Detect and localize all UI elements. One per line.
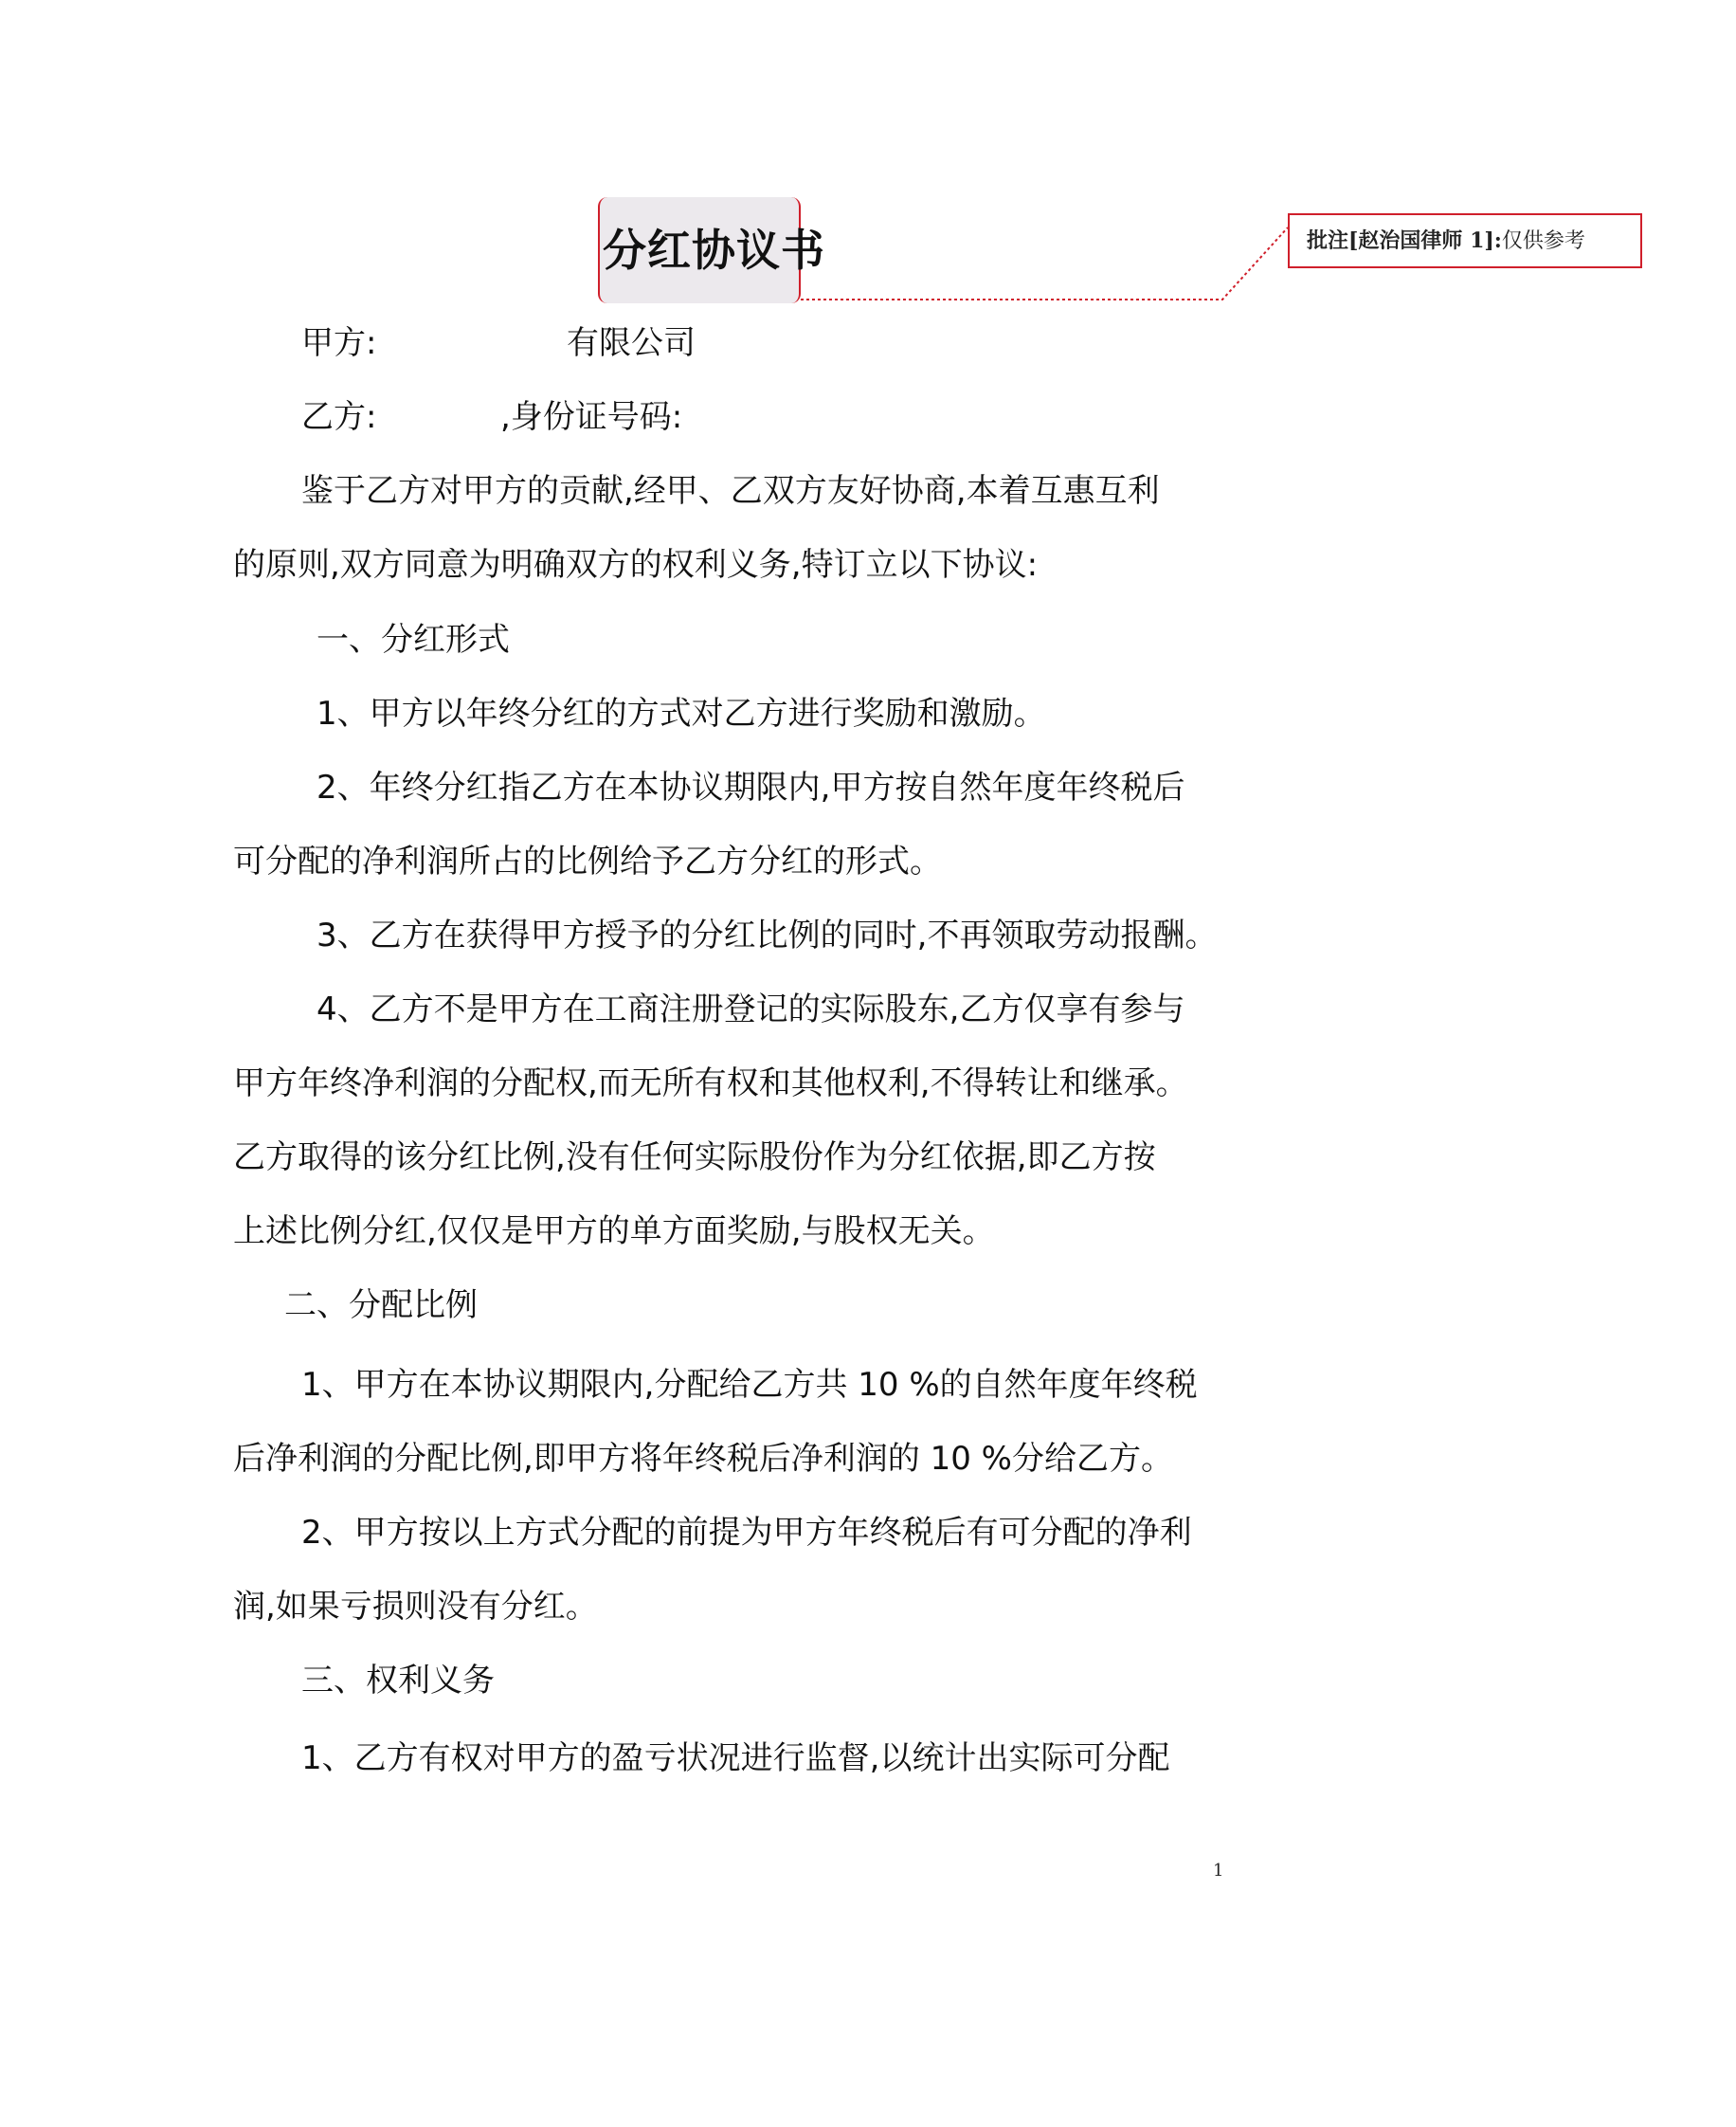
section-heading: 一、分红形式 (316, 621, 510, 659)
paragraph-line: 乙方取得的该分红比例,没有任何实际股份作为分红依据,即乙方按 (233, 1138, 1156, 1176)
party-b-id-label: ,身份证号码: (500, 398, 683, 436)
paragraph-line: 后净利润的分配比例,即甲方将年终税后净利润的 10 %分给乙方。 (233, 1440, 1173, 1478)
paragraph-line: 润,如果亏损则没有分红。 (233, 1588, 598, 1626)
party-b-label: 乙方: (301, 398, 377, 436)
section-heading: 二、分配比例 (284, 1286, 478, 1324)
paragraph-line: 1、乙方有权对甲方的盈亏状况进行监督,以统计出实际可分配 (301, 1739, 1170, 1777)
comment-balloon[interactable] (1288, 213, 1642, 268)
page-number: 1 (1213, 1861, 1224, 1881)
paragraph-line: 可分配的净利润所占的比例给予乙方分红的形式。 (233, 843, 942, 881)
preamble-line: 的原则,双方同意为明确双方的权利义务,特订立以下协议: (233, 546, 1039, 584)
paragraph-line: 1、甲方在本协议期限内,分配给乙方共 10 %的自然年度年终税 (301, 1366, 1198, 1404)
document-title: 分红协议书 (603, 225, 825, 276)
paragraph-line: 4、乙方不是甲方在工商注册登记的实际股东,乙方仅享有参与 (316, 991, 1185, 1028)
paragraph-line: 上述比例分红,仅仅是甲方的单方面奖励,与股权无关。 (233, 1212, 995, 1250)
comment-connector-line (0, 0, 1736, 379)
party-a-label: 甲方: (301, 324, 377, 362)
paragraph-line: 2、甲方按以上方式分配的前提为甲方年终税后有可分配的净利 (301, 1514, 1192, 1552)
section-heading: 三、权利义务 (301, 1662, 495, 1700)
preamble-line: 鉴于乙方对甲方的贡献,经甲、乙双方友好协商,本着互惠互利 (301, 472, 1160, 510)
party-a-company: 有限公司 (567, 324, 696, 362)
paragraph-line: 甲方年终净利润的分配权,而无所有权和其他权利,不得转让和继承。 (233, 1064, 1188, 1102)
comment-text: 仅供参考 (1501, 229, 1585, 253)
paragraph-line: 1、甲方以年终分红的方式对乙方进行奖励和激励。 (316, 695, 1046, 733)
paragraph-line: 3、乙方在获得甲方授予的分红比例的同时,不再领取劳动报酬。 (316, 917, 1218, 954)
paragraph-line: 2、年终分红指乙方在本协议期限内,甲方按自然年度年终税后 (316, 769, 1185, 807)
comment-author: 批注[赵治国律师 1]: (1307, 228, 1502, 253)
